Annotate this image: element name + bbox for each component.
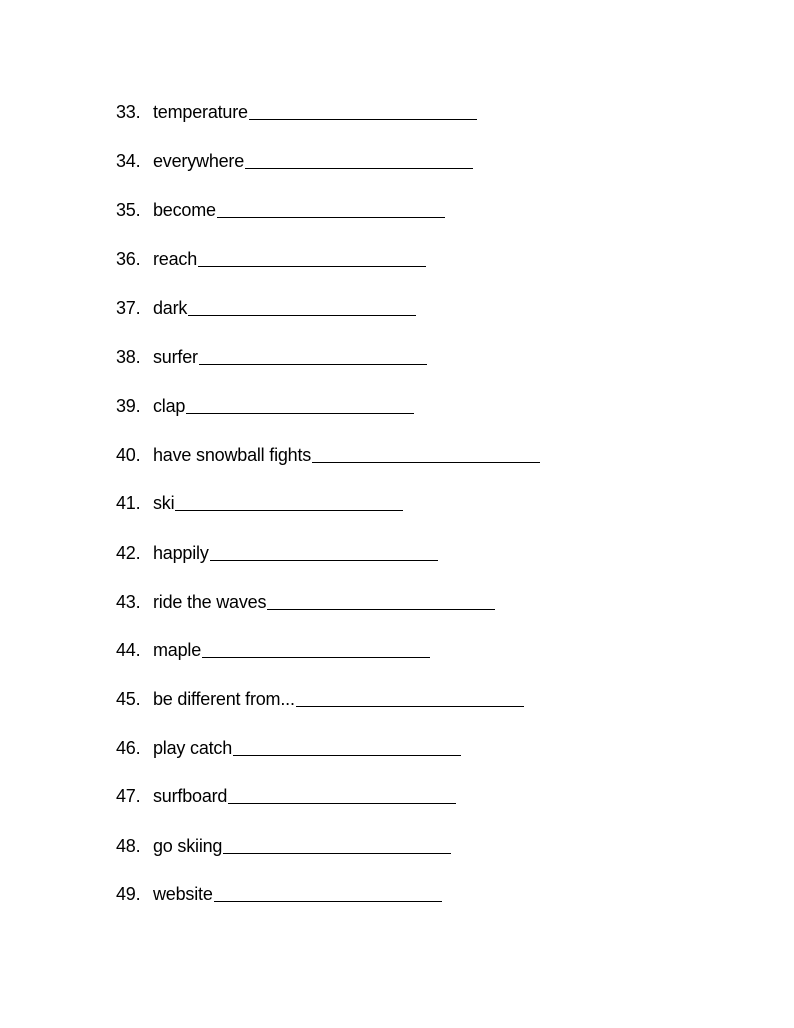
item-number: 38.	[116, 347, 141, 367]
item-number: 44.	[116, 640, 141, 660]
vocab-term: become	[153, 200, 216, 220]
vocab-term: play catch	[153, 738, 233, 758]
vocab-term: dark	[153, 298, 188, 318]
vocab-term: everywhere	[153, 151, 245, 171]
answer-blank[interactable]	[296, 689, 524, 707]
vocab-term: clap	[153, 396, 186, 416]
vocab-term: go skiing	[153, 836, 223, 856]
vocab-term: website	[153, 884, 213, 904]
vocab-term: reach	[153, 249, 198, 269]
item-number: 34.	[116, 151, 141, 171]
vocab-item-38	[116, 343, 427, 367]
answer-blank[interactable]	[233, 738, 461, 756]
vocab-item-42	[116, 539, 438, 563]
vocab-term: be different from...	[153, 689, 295, 709]
vocab-item-49	[116, 880, 442, 904]
answer-blank[interactable]	[223, 836, 451, 854]
item-number: 39.	[116, 396, 141, 416]
vocab-item-48	[116, 832, 451, 856]
item-number: 33.	[116, 102, 141, 122]
answer-blank[interactable]	[199, 347, 427, 365]
answer-blank[interactable]	[217, 200, 445, 218]
vocab-item-46	[116, 734, 461, 758]
answer-blank[interactable]	[202, 640, 430, 658]
item-number: 45.	[116, 689, 141, 709]
answer-blank[interactable]	[312, 445, 540, 463]
item-number: 42.	[116, 543, 141, 563]
item-number: 47.	[116, 786, 141, 806]
vocab-term: maple	[153, 640, 202, 660]
vocab-term: temperature	[153, 102, 248, 122]
vocab-item-36	[116, 245, 426, 269]
vocab-item-39	[116, 392, 414, 416]
item-number: 48.	[116, 836, 141, 856]
vocab-item-35	[116, 196, 445, 220]
item-number: 46.	[116, 738, 141, 758]
vocab-item-41	[116, 489, 403, 513]
vocab-term: ride the waves	[153, 592, 267, 612]
item-number: 37.	[116, 298, 141, 318]
vocab-item-44	[116, 636, 430, 660]
vocab-item-40	[116, 441, 540, 465]
answer-blank[interactable]	[228, 786, 456, 804]
answer-blank[interactable]	[245, 151, 473, 169]
item-number: 35.	[116, 200, 141, 220]
answer-blank[interactable]	[267, 592, 495, 610]
answer-blank[interactable]	[186, 396, 414, 414]
vocab-term: have snowball fights	[153, 445, 312, 465]
answer-blank[interactable]	[175, 493, 403, 511]
vocab-item-43	[116, 588, 495, 612]
answer-blank[interactable]	[214, 884, 442, 902]
vocab-term: happily	[153, 543, 209, 563]
item-number: 43.	[116, 592, 141, 612]
vocab-term: surfer	[153, 347, 198, 367]
answer-blank[interactable]	[249, 102, 477, 120]
vocab-term: surfboard	[153, 786, 228, 806]
answer-blank[interactable]	[198, 249, 426, 267]
vocab-term: ski	[153, 493, 175, 513]
item-number: 49.	[116, 884, 141, 904]
item-number: 36.	[116, 249, 141, 269]
vocab-item-45	[116, 685, 524, 709]
vocab-item-33	[116, 98, 477, 122]
vocab-item-47	[116, 782, 456, 806]
item-number: 40.	[116, 445, 141, 465]
vocab-item-34	[116, 147, 473, 171]
item-number: 41.	[116, 493, 141, 513]
answer-blank[interactable]	[210, 543, 438, 561]
vocab-item-37	[116, 294, 416, 318]
answer-blank[interactable]	[188, 298, 416, 316]
